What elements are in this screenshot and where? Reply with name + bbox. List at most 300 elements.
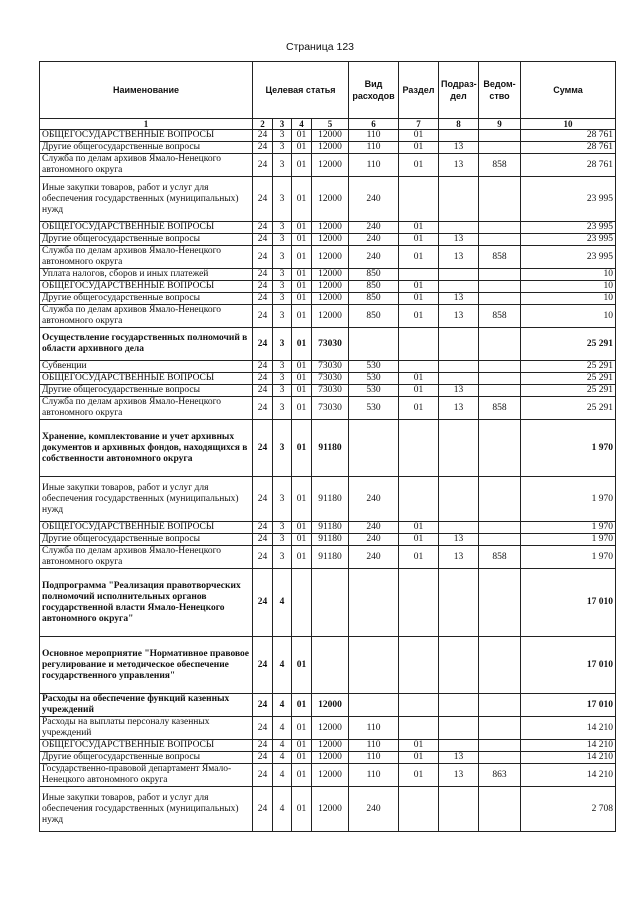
department-code (479, 522, 521, 534)
row-sum: 17 010 (521, 694, 616, 717)
department-code: 858 (479, 397, 521, 420)
subsection-code: 13 (439, 534, 479, 546)
row-sum: 28 761 (521, 130, 616, 142)
section-code (399, 569, 439, 637)
section-code: 01 (399, 764, 439, 787)
department-code (479, 534, 521, 546)
section-code (399, 177, 439, 222)
expense-type-code (349, 694, 399, 717)
expense-type-code: 850 (349, 305, 399, 328)
target-article-part-3: 01 (292, 142, 312, 154)
row-name: Подпрограмма "Реализация правотворческих полномочий исполнительных органов государственной власти Ямало-Ненецкого автономного округа" (40, 569, 253, 637)
subsection-code (439, 637, 479, 694)
target-article-part-2: 3 (273, 305, 292, 328)
target-article-part-4: 12000 (312, 752, 349, 764)
header-expense-type: Вид расходов (349, 62, 399, 119)
target-article-part-1: 24 (253, 717, 273, 740)
target-article-part-4: 12000 (312, 154, 349, 177)
subsection-code: 13 (439, 246, 479, 269)
row-sum: 10 (521, 281, 616, 293)
target-article-part-1: 24 (253, 130, 273, 142)
subsection-code: 13 (439, 142, 479, 154)
department-code (479, 269, 521, 281)
section-code: 01 (399, 534, 439, 546)
target-article-part-1: 24 (253, 420, 273, 477)
expense-type-code: 240 (349, 546, 399, 569)
target-article-part-4: 73030 (312, 328, 349, 361)
target-article-part-2: 4 (273, 787, 292, 832)
row-name: Служба по делам архивов Ямало-Ненецкого автономного округа (40, 246, 253, 269)
section-code: 01 (399, 222, 439, 234)
section-code: 01 (399, 373, 439, 385)
section-code (399, 477, 439, 522)
target-article-part-1: 24 (253, 361, 273, 373)
expense-type-code: 240 (349, 246, 399, 269)
target-article-part-3: 01 (292, 328, 312, 361)
target-article-part-3: 01 (292, 752, 312, 764)
table-row (40, 385, 616, 397)
target-article-part-2: 3 (273, 420, 292, 477)
section-code (399, 694, 439, 717)
target-article-part-3: 01 (292, 385, 312, 397)
target-article-part-4: 12000 (312, 717, 349, 740)
target-article-part-4: 73030 (312, 385, 349, 397)
target-article-part-2: 4 (273, 717, 292, 740)
target-article-part-1: 24 (253, 764, 273, 787)
subsection-code: 13 (439, 397, 479, 420)
target-article-part-2: 4 (273, 569, 292, 637)
target-article-part-3: 01 (292, 717, 312, 740)
target-article-part-1: 24 (253, 694, 273, 717)
expense-type-code: 110 (349, 142, 399, 154)
department-code (479, 142, 521, 154)
table-row (40, 246, 616, 269)
target-article-part-3: 01 (292, 787, 312, 832)
table-row (40, 397, 616, 420)
target-article-part-3: 01 (292, 694, 312, 717)
subsection-code: 13 (439, 305, 479, 328)
row-name: Служба по делам архивов Ямало-Ненецкого автономного округа (40, 546, 253, 569)
header-subsection: Подраз-дел (439, 62, 479, 119)
row-name: Другие общегосударственные вопросы (40, 385, 253, 397)
table-row (40, 420, 616, 477)
expense-type-code: 850 (349, 281, 399, 293)
target-article-part-4: 12000 (312, 764, 349, 787)
target-article-part-1: 24 (253, 787, 273, 832)
row-name: Хранение, комплектование и учет архивных документов и архивных фондов, находящихся в собственности автономного округа (40, 420, 253, 477)
subsection-code (439, 361, 479, 373)
row-name: ОБЩЕГОСУДАРСТВЕННЫЕ ВОПРОСЫ (40, 222, 253, 234)
row-name: Другие общегосударственные вопросы (40, 234, 253, 246)
row-name: Другие общегосударственные вопросы (40, 142, 253, 154)
target-article-part-3: 01 (292, 293, 312, 305)
section-code (399, 637, 439, 694)
table-row (40, 142, 616, 154)
row-sum: 1 970 (521, 522, 616, 534)
department-code (479, 787, 521, 832)
section-code (399, 361, 439, 373)
table-row (40, 787, 616, 832)
section-code (399, 420, 439, 477)
table-row (40, 154, 616, 177)
target-article-part-1: 24 (253, 142, 273, 154)
expense-type-code (349, 328, 399, 361)
subsection-code: 13 (439, 234, 479, 246)
target-article-part-4: 91180 (312, 546, 349, 569)
table-row (40, 534, 616, 546)
target-article-part-1: 24 (253, 546, 273, 569)
target-article-part-1: 24 (253, 385, 273, 397)
target-article-part-3: 01 (292, 373, 312, 385)
subsection-code (439, 328, 479, 361)
column-number: 10 (521, 119, 616, 130)
target-article-part-2: 4 (273, 694, 292, 717)
subsection-code (439, 522, 479, 534)
target-article-part-2: 3 (273, 534, 292, 546)
department-code: 858 (479, 246, 521, 269)
expense-type-code: 110 (349, 752, 399, 764)
section-code (399, 717, 439, 740)
target-article-part-1: 24 (253, 234, 273, 246)
header-department: Ведом-ство (479, 62, 521, 119)
row-name: Уплата налогов, сборов и иных платежей (40, 269, 253, 281)
target-article-part-3: 01 (292, 269, 312, 281)
column-number: 2 (253, 119, 273, 130)
section-code: 01 (399, 546, 439, 569)
row-sum: 14 210 (521, 740, 616, 752)
target-article-part-2: 3 (273, 130, 292, 142)
row-sum: 28 761 (521, 154, 616, 177)
target-article-part-4: 73030 (312, 373, 349, 385)
table-row (40, 373, 616, 385)
row-name: Другие общегосударственные вопросы (40, 752, 253, 764)
department-code (479, 234, 521, 246)
row-name: Иные закупки товаров, работ и услуг для обеспечения государственных (муниципальных) нужд (40, 477, 253, 522)
target-article-part-2: 3 (273, 373, 292, 385)
target-article-part-3: 01 (292, 637, 312, 694)
row-name: Служба по делам архивов Ямало-Ненецкого автономного округа (40, 154, 253, 177)
target-article-part-3: 01 (292, 281, 312, 293)
row-sum: 17 010 (521, 637, 616, 694)
target-article-part-2: 4 (273, 740, 292, 752)
target-article-part-1: 24 (253, 522, 273, 534)
department-code (479, 717, 521, 740)
expense-type-code: 240 (349, 534, 399, 546)
subsection-code: 13 (439, 752, 479, 764)
row-sum: 25 291 (521, 328, 616, 361)
row-sum: 17 010 (521, 569, 616, 637)
table-row (40, 546, 616, 569)
target-article-part-3: 01 (292, 234, 312, 246)
subsection-code (439, 130, 479, 142)
row-sum: 10 (521, 293, 616, 305)
target-article-part-2: 3 (273, 177, 292, 222)
target-article-part-3 (292, 569, 312, 637)
target-article-part-3: 01 (292, 740, 312, 752)
department-code (479, 752, 521, 764)
target-article-part-2: 4 (273, 637, 292, 694)
target-article-part-3: 01 (292, 222, 312, 234)
department-code: 858 (479, 305, 521, 328)
department-code (479, 328, 521, 361)
department-code (479, 293, 521, 305)
row-sum: 14 210 (521, 752, 616, 764)
target-article-part-1: 24 (253, 222, 273, 234)
table-row (40, 740, 616, 752)
expense-type-code: 240 (349, 234, 399, 246)
row-name: ОБЩЕГОСУДАРСТВЕННЫЕ ВОПРОСЫ (40, 740, 253, 752)
row-sum: 1 970 (521, 477, 616, 522)
target-article-part-4: 12000 (312, 787, 349, 832)
target-article-part-2: 3 (273, 397, 292, 420)
row-name: Осуществление государственных полномочий в области архивного дела (40, 328, 253, 361)
column-number: 6 (349, 119, 399, 130)
target-article-part-4: 91180 (312, 534, 349, 546)
target-article-part-3: 01 (292, 534, 312, 546)
target-article-part-4: 12000 (312, 694, 349, 717)
target-article-part-3: 01 (292, 154, 312, 177)
department-code (479, 177, 521, 222)
target-article-part-2: 3 (273, 281, 292, 293)
department-code (479, 385, 521, 397)
subsection-code: 13 (439, 764, 479, 787)
expense-type-code: 240 (349, 177, 399, 222)
target-article-part-3: 01 (292, 130, 312, 142)
header-sum: Сумма (521, 62, 616, 119)
table-row (40, 694, 616, 717)
target-article-part-3: 01 (292, 177, 312, 222)
target-article-part-1: 24 (253, 293, 273, 305)
expense-type-code: 110 (349, 154, 399, 177)
target-article-part-4: 91180 (312, 522, 349, 534)
row-sum: 23 995 (521, 222, 616, 234)
department-code: 858 (479, 154, 521, 177)
target-article-part-2: 4 (273, 752, 292, 764)
row-sum: 10 (521, 305, 616, 328)
target-article-part-4: 91180 (312, 420, 349, 477)
row-name: Расходы на обеспечение функций казенных учреждений (40, 694, 253, 717)
row-name: Другие общегосударственные вопросы (40, 534, 253, 546)
table-row (40, 477, 616, 522)
department-code (479, 637, 521, 694)
target-article-part-1: 24 (253, 328, 273, 361)
target-article-part-2: 3 (273, 222, 292, 234)
target-article-part-1: 24 (253, 477, 273, 522)
target-article-part-1: 24 (253, 305, 273, 328)
department-code (479, 569, 521, 637)
expense-type-code: 530 (349, 397, 399, 420)
target-article-part-4: 12000 (312, 130, 349, 142)
target-article-part-2: 3 (273, 522, 292, 534)
target-article-part-3: 01 (292, 305, 312, 328)
column-number: 8 (439, 119, 479, 130)
subsection-code (439, 569, 479, 637)
subsection-code (439, 420, 479, 477)
target-article-part-4: 12000 (312, 305, 349, 328)
row-sum: 14 210 (521, 717, 616, 740)
target-article-part-4 (312, 637, 349, 694)
section-code: 01 (399, 305, 439, 328)
row-sum: 1 970 (521, 420, 616, 477)
row-name: Иные закупки товаров, работ и услуг для обеспечения государственных (муниципальных) нужд (40, 177, 253, 222)
column-number: 3 (273, 119, 292, 130)
target-article-part-2: 3 (273, 269, 292, 281)
subsection-code (439, 717, 479, 740)
section-code: 01 (399, 281, 439, 293)
row-sum: 14 210 (521, 764, 616, 787)
expense-type-code: 110 (349, 740, 399, 752)
subsection-code (439, 477, 479, 522)
target-article-part-2: 3 (273, 293, 292, 305)
target-article-part-1: 24 (253, 534, 273, 546)
header-name: Наименование (40, 62, 253, 119)
row-name: Служба по делам архивов Ямало-Ненецкого автономного округа (40, 397, 253, 420)
target-article-part-4: 12000 (312, 246, 349, 269)
target-article-part-1: 24 (253, 397, 273, 420)
header-section: Раздел (399, 62, 439, 119)
header-target-article: Целевая статья (253, 62, 349, 119)
table-row (40, 305, 616, 328)
table-row (40, 569, 616, 637)
target-article-part-1: 24 (253, 373, 273, 385)
target-article-part-3: 01 (292, 397, 312, 420)
target-article-part-4: 12000 (312, 293, 349, 305)
department-code (479, 420, 521, 477)
row-sum: 23 995 (521, 246, 616, 269)
target-article-part-2: 3 (273, 142, 292, 154)
section-code: 01 (399, 522, 439, 534)
expense-type-code: 110 (349, 717, 399, 740)
expense-type-code: 110 (349, 764, 399, 787)
expense-type-code (349, 637, 399, 694)
target-article-part-1: 24 (253, 154, 273, 177)
target-article-part-2: 3 (273, 328, 292, 361)
target-article-part-4 (312, 569, 349, 637)
row-sum: 25 291 (521, 373, 616, 385)
row-sum: 1 970 (521, 534, 616, 546)
table-row (40, 269, 616, 281)
target-article-part-1: 24 (253, 177, 273, 222)
row-name: Расходы на выплаты персоналу казенных учреждений (40, 717, 253, 740)
page-number-label: Страница 123 (285, 41, 355, 53)
department-code: 858 (479, 546, 521, 569)
target-article-part-2: 3 (273, 385, 292, 397)
target-article-part-1: 24 (253, 246, 273, 269)
section-code: 01 (399, 130, 439, 142)
column-number: 7 (399, 119, 439, 130)
subsection-code: 13 (439, 154, 479, 177)
subsection-code (439, 373, 479, 385)
department-code (479, 130, 521, 142)
target-article-part-4: 12000 (312, 281, 349, 293)
expense-type-code: 240 (349, 477, 399, 522)
subsection-code (439, 740, 479, 752)
target-article-part-4: 73030 (312, 361, 349, 373)
table-row (40, 361, 616, 373)
budget-table (39, 61, 616, 832)
department-code: 863 (479, 764, 521, 787)
target-article-part-4: 12000 (312, 222, 349, 234)
section-code: 01 (399, 246, 439, 269)
table-row (40, 234, 616, 246)
row-sum: 23 995 (521, 234, 616, 246)
target-article-part-3: 01 (292, 246, 312, 269)
expense-type-code: 110 (349, 130, 399, 142)
table-row (40, 637, 616, 694)
target-article-part-3: 01 (292, 361, 312, 373)
row-sum: 28 761 (521, 142, 616, 154)
row-name: ОБЩЕГОСУДАРСТВЕННЫЕ ВОПРОСЫ (40, 281, 253, 293)
section-code: 01 (399, 154, 439, 177)
target-article-part-1: 24 (253, 637, 273, 694)
department-code (479, 222, 521, 234)
column-number: 5 (312, 119, 349, 130)
section-code: 01 (399, 142, 439, 154)
department-code (479, 281, 521, 293)
target-article-part-2: 3 (273, 477, 292, 522)
column-number-row (40, 119, 616, 130)
target-article-part-4: 73030 (312, 397, 349, 420)
table-row (40, 222, 616, 234)
subsection-code: 13 (439, 385, 479, 397)
row-sum: 23 995 (521, 177, 616, 222)
section-code: 01 (399, 397, 439, 420)
row-name: Государственно-правовой департамент Ямало-Ненецкого автономного округа (40, 764, 253, 787)
target-article-part-3: 01 (292, 477, 312, 522)
target-article-part-4: 12000 (312, 269, 349, 281)
subsection-code (439, 177, 479, 222)
section-code (399, 787, 439, 832)
column-number: 4 (292, 119, 312, 130)
target-article-part-4: 12000 (312, 234, 349, 246)
row-name: Субвенции (40, 361, 253, 373)
department-code (479, 361, 521, 373)
section-code (399, 328, 439, 361)
row-sum: 25 291 (521, 397, 616, 420)
expense-type-code: 530 (349, 361, 399, 373)
section-code: 01 (399, 234, 439, 246)
target-article-part-2: 4 (273, 764, 292, 787)
row-name: ОБЩЕГОСУДАРСТВЕННЫЕ ВОПРОСЫ (40, 522, 253, 534)
subsection-code: 13 (439, 546, 479, 569)
expense-type-code (349, 420, 399, 477)
target-article-part-1: 24 (253, 569, 273, 637)
target-article-part-2: 3 (273, 154, 292, 177)
table-row (40, 177, 616, 222)
target-article-part-4: 12000 (312, 142, 349, 154)
expense-type-code: 530 (349, 385, 399, 397)
table-row (40, 293, 616, 305)
table-row (40, 764, 616, 787)
row-name: ОБЩЕГОСУДАРСТВЕННЫЕ ВОПРОСЫ (40, 373, 253, 385)
target-article-part-2: 3 (273, 546, 292, 569)
table-row (40, 130, 616, 142)
expense-type-code: 240 (349, 522, 399, 534)
target-article-part-3: 01 (292, 546, 312, 569)
target-article-part-1: 24 (253, 752, 273, 764)
expense-type-code: 850 (349, 269, 399, 281)
subsection-code (439, 269, 479, 281)
column-number: 9 (479, 119, 521, 130)
row-sum: 2 708 (521, 787, 616, 832)
expense-type-code: 240 (349, 222, 399, 234)
row-sum: 10 (521, 269, 616, 281)
target-article-part-1: 24 (253, 740, 273, 752)
target-article-part-2: 3 (273, 361, 292, 373)
target-article-part-3: 01 (292, 764, 312, 787)
section-code: 01 (399, 752, 439, 764)
expense-type-code: 850 (349, 293, 399, 305)
